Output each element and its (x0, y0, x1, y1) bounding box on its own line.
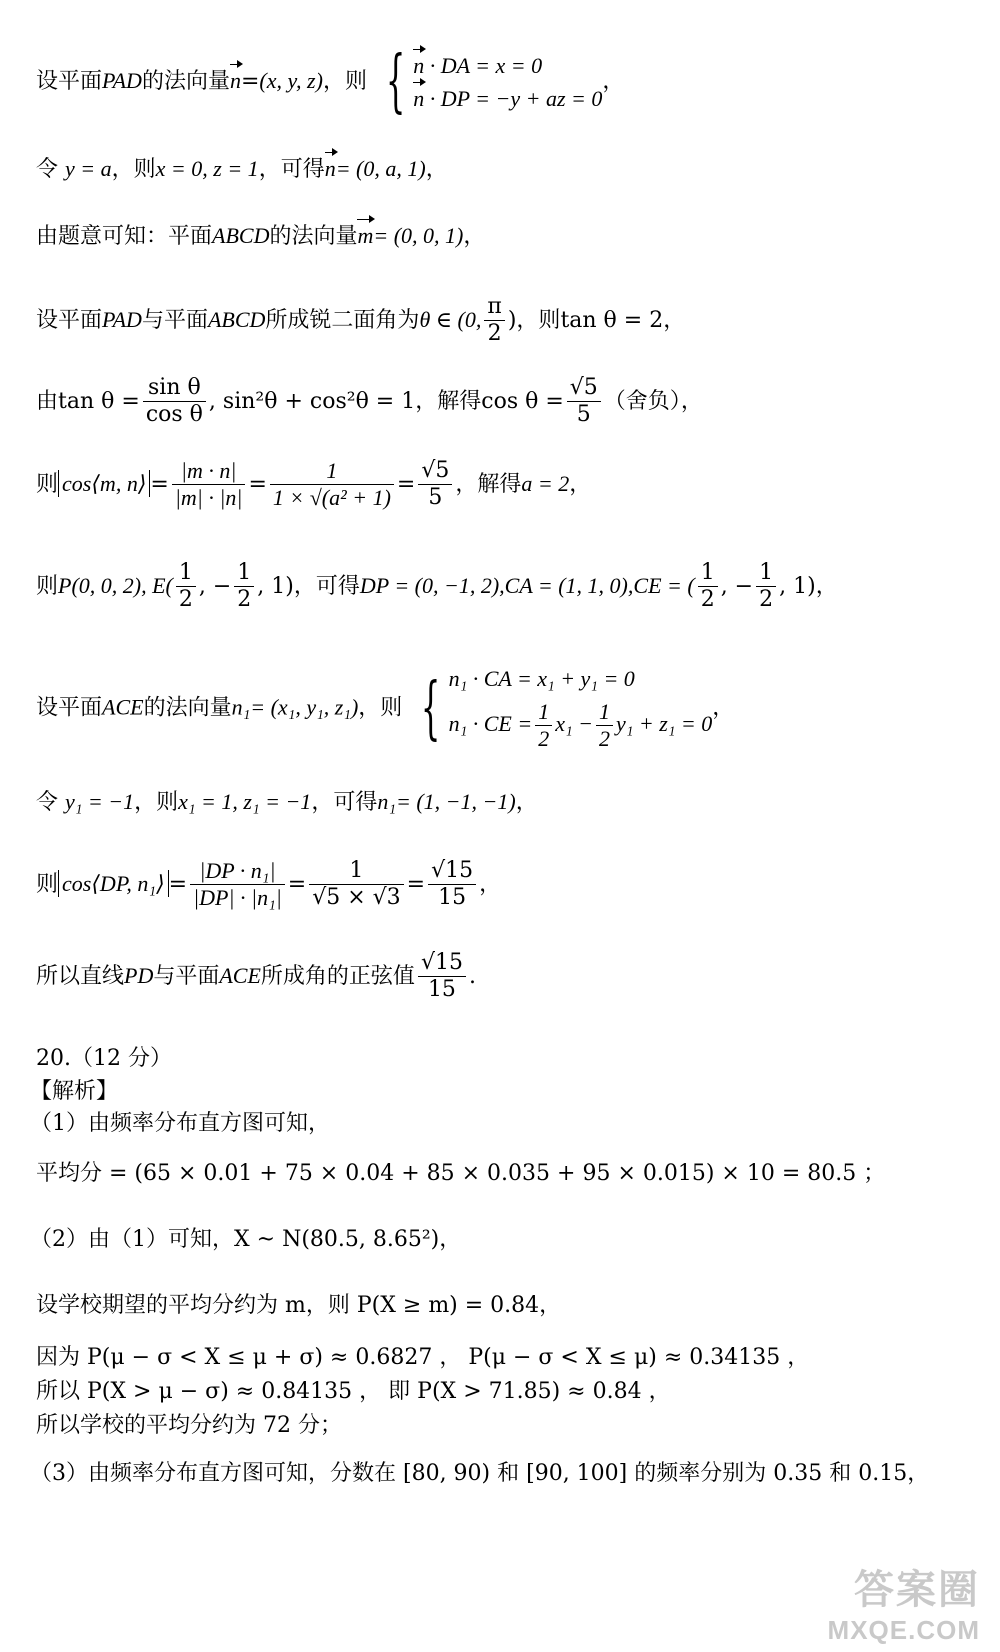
punct: ， (463, 224, 486, 249)
frac-num: 1 (535, 699, 552, 726)
frac-num: 1 (270, 458, 394, 485)
var: PAD (102, 68, 142, 93)
punct: ， (815, 573, 838, 599)
vector-n1: n₁ (231, 694, 251, 720)
equation-system: { n₁ · CA = x₁ + y₁ = 0 n₁ · CE = $\frac{1}{2}$ x₁ − $\frac{1}{2}$ y₁ + z₁ = 0 (421, 666, 713, 751)
text: 设平面 (36, 307, 103, 333)
frac-den: 2 (700, 587, 715, 613)
punct: ， (515, 790, 538, 815)
math: x₁ = 1, z₁ = −1 (178, 789, 312, 814)
frac-num: |m · n| (172, 458, 246, 485)
q20-average: 平均分 = (65 × 0.01 + 75 × 0.04 + 85 × 0.035 + 95 × 0.015) × 10 = 80.5 ； (36, 1161, 886, 1186)
text: 则 (36, 573, 59, 599)
eq: = (287, 871, 307, 897)
frac-den: √5 × √3 (312, 885, 401, 911)
frac-num: 1 (596, 699, 613, 726)
math: y₁ = −1 (65, 789, 135, 814)
math: n₁ · CE = (448, 710, 533, 736)
punct: ， (680, 388, 703, 414)
text: ，则 (134, 790, 179, 815)
line-normal-abcd (36, 222, 485, 251)
eq-row-2: · DP = −y + az = 0 (429, 86, 603, 111)
math: = (0, a, 1) (335, 156, 426, 181)
text: 由 (36, 388, 59, 414)
math: , 1) (779, 573, 816, 599)
frac-num: √5 (567, 375, 601, 402)
watermark-url: MXQE.COM (827, 1615, 980, 1645)
q20-expect: 设学校期望的平均分约为 m，则 P(X ≥ m) = 0.84， (36, 1293, 562, 1318)
text: 由题意可知：平面 (36, 224, 213, 249)
text: ，可得 (293, 573, 360, 599)
math: , sin²θ + cos²θ = 1 (208, 388, 416, 414)
frac-den: 2 (178, 587, 193, 613)
math: tan θ = (58, 388, 140, 414)
frac-num: 1 (234, 560, 254, 587)
vector-n1: n₁ (377, 789, 396, 814)
frac-num: √5 (418, 458, 452, 485)
eq: = (406, 871, 426, 897)
punct: ， (602, 69, 625, 94)
text: 与平面 (141, 307, 208, 333)
math: y₁ + z₁ = 0 (615, 710, 713, 736)
frac-den: 15 (427, 977, 456, 1003)
line-let-y (36, 155, 448, 184)
frac-den: 5 (576, 402, 591, 428)
q20-because: 因为 P(μ − σ < X ≤ μ + σ) ≈ 0.6827 ， P(μ − σ < X ≤ μ) ≈ 0.34135 ， (36, 1345, 810, 1370)
math: cos⟨m, n⟩ (58, 470, 150, 498)
punct: ， (425, 157, 448, 182)
text: 令 (36, 157, 59, 182)
var: ABCD (212, 223, 270, 248)
text: 所成锐二面角为 (265, 307, 420, 333)
vector-value: (x, y, z) (259, 68, 323, 93)
q20-jiexi: 【解析】 (30, 1079, 119, 1104)
line-normal-ace (36, 665, 734, 752)
line-let-y1 (36, 788, 538, 817)
math: , 1) (257, 573, 294, 599)
eq: = (168, 871, 188, 897)
frac-den: 2 (487, 321, 502, 347)
line-tan-identity (36, 375, 703, 429)
line-sine-result (36, 950, 476, 1004)
text: 设平面 (36, 69, 103, 94)
eq-row-1: · DA = x = 0 (429, 52, 543, 78)
text: 的法向量 (269, 224, 358, 249)
text: 令 (36, 790, 59, 815)
math: ) (507, 307, 517, 333)
frac-num: sin θ (143, 375, 206, 402)
frac-den: 2 (538, 725, 550, 751)
var: PAD (102, 306, 142, 332)
frac-num: π (484, 294, 504, 321)
math: cos⟨DP, n₁⟩ (58, 870, 169, 898)
math: x = 0, z = 1 (155, 156, 259, 181)
math: = (0, 0, 1) (373, 223, 464, 248)
vector-m: m (357, 223, 374, 248)
math: = (1, −1, −1) (395, 789, 516, 814)
text: ，可得 (258, 157, 325, 182)
var: ABCD (207, 306, 266, 332)
frac-num: 1 (176, 560, 196, 587)
frac-num: 1 (698, 560, 718, 587)
frac-den: 2 (598, 725, 610, 751)
text: ，可得 (311, 790, 378, 815)
eq-row-1: n₁ · CA = x₁ + y₁ = 0 (448, 666, 635, 691)
eq: = (248, 471, 267, 497)
eq: = (150, 471, 169, 497)
punct: . (468, 963, 476, 989)
frac-den: 1 × √(a² + 1) (272, 485, 391, 511)
math: = (x₁, y₁, z₁) (250, 694, 359, 720)
text: ，解得 (415, 388, 482, 414)
frac-den: cos θ (145, 402, 203, 428)
math: P(0, 0, 2), E( (58, 572, 173, 598)
eq: = (396, 471, 416, 497)
q20-part3: （3）由频率分布直方图可知，分数在 [80, 90) 和 [90, 100] 的频率分别为 0.35 和 0.15， (30, 1461, 930, 1486)
watermark-logo: 答案圈 (854, 1568, 980, 1612)
math: , − (720, 573, 754, 599)
q20-part1: （1）由频率分布直方图可知， (30, 1111, 330, 1136)
line-normal-pad (36, 42, 625, 121)
text: ，解得 (455, 471, 522, 497)
text: ，则 (111, 157, 156, 182)
text: 所成角的正弦值 (260, 963, 415, 989)
frac-den: 5 (428, 485, 443, 511)
math: y = a (65, 156, 112, 181)
var: PD (124, 962, 154, 988)
math: tan θ = 2 (560, 307, 664, 333)
line-points-vectors (36, 560, 838, 614)
vector-n: n (229, 68, 241, 93)
text: ，则 (322, 69, 367, 94)
vector-n: n (324, 156, 336, 181)
line-cos-mn (36, 458, 591, 512)
punct: ， (479, 871, 502, 897)
var: ACE (102, 694, 144, 720)
frac-den: 2 (237, 587, 252, 613)
watermark (828, 1558, 980, 1646)
equation-system: { n · DA = x = 0 n · DP = −y + az = 0 (385, 42, 603, 121)
math: cos θ = (481, 388, 564, 414)
frac-den: 15 (438, 885, 467, 911)
text: 的法向量 (141, 69, 230, 94)
text: ，则 (516, 307, 561, 333)
frac-num: √15 (418, 950, 466, 977)
punct: ， (663, 307, 686, 333)
text: 设平面 (36, 695, 103, 721)
math: DP = (0, −1, 2), (359, 572, 505, 598)
math: x₁ − (555, 710, 593, 736)
math: , − (198, 573, 232, 599)
text: 所以直线 (36, 963, 125, 989)
math: θ ∈ (0, (419, 306, 482, 332)
text: ，则 (358, 695, 403, 721)
frac-den: |m| · |n| (174, 485, 243, 511)
text: 则 (36, 871, 59, 897)
q20-part2: （2）由（1）可知，X ~ N(80.5, 8.65²)， (30, 1227, 462, 1252)
math: a = 2 (521, 470, 570, 496)
eq: = (240, 69, 260, 94)
frac-num: |DP · n₁| (190, 858, 285, 885)
text: 的法向量 (143, 695, 232, 721)
frac-num: 1 (309, 858, 403, 885)
frac-den: |DP| · |n₁| (193, 885, 282, 911)
punct: ， (569, 471, 592, 497)
var: ACE (219, 962, 261, 988)
eq-row-2 (449, 699, 713, 753)
math: CE = ( (633, 572, 695, 598)
text: （舍负） (603, 388, 681, 414)
text: 则 (36, 471, 59, 497)
math: CA = (1, 1, 0), (504, 572, 634, 598)
q20-conclusion: 所以学校的平均分约为 72 分； (36, 1413, 342, 1438)
frac-num: √15 (428, 858, 476, 885)
line-cos-dp-n1 (36, 858, 501, 912)
q20-so: 所以 P(X > μ − σ) ≈ 0.84135 ， 即 P(X > 71.85) ≈ 0.84 ， (36, 1379, 671, 1404)
text: 与平面 (153, 963, 220, 989)
frac-den: 2 (759, 587, 774, 613)
frac-num: 1 (756, 560, 776, 587)
q20-title: 20.（12 分） (36, 1046, 172, 1071)
punct: ， (712, 695, 735, 721)
line-dihedral (36, 294, 685, 348)
